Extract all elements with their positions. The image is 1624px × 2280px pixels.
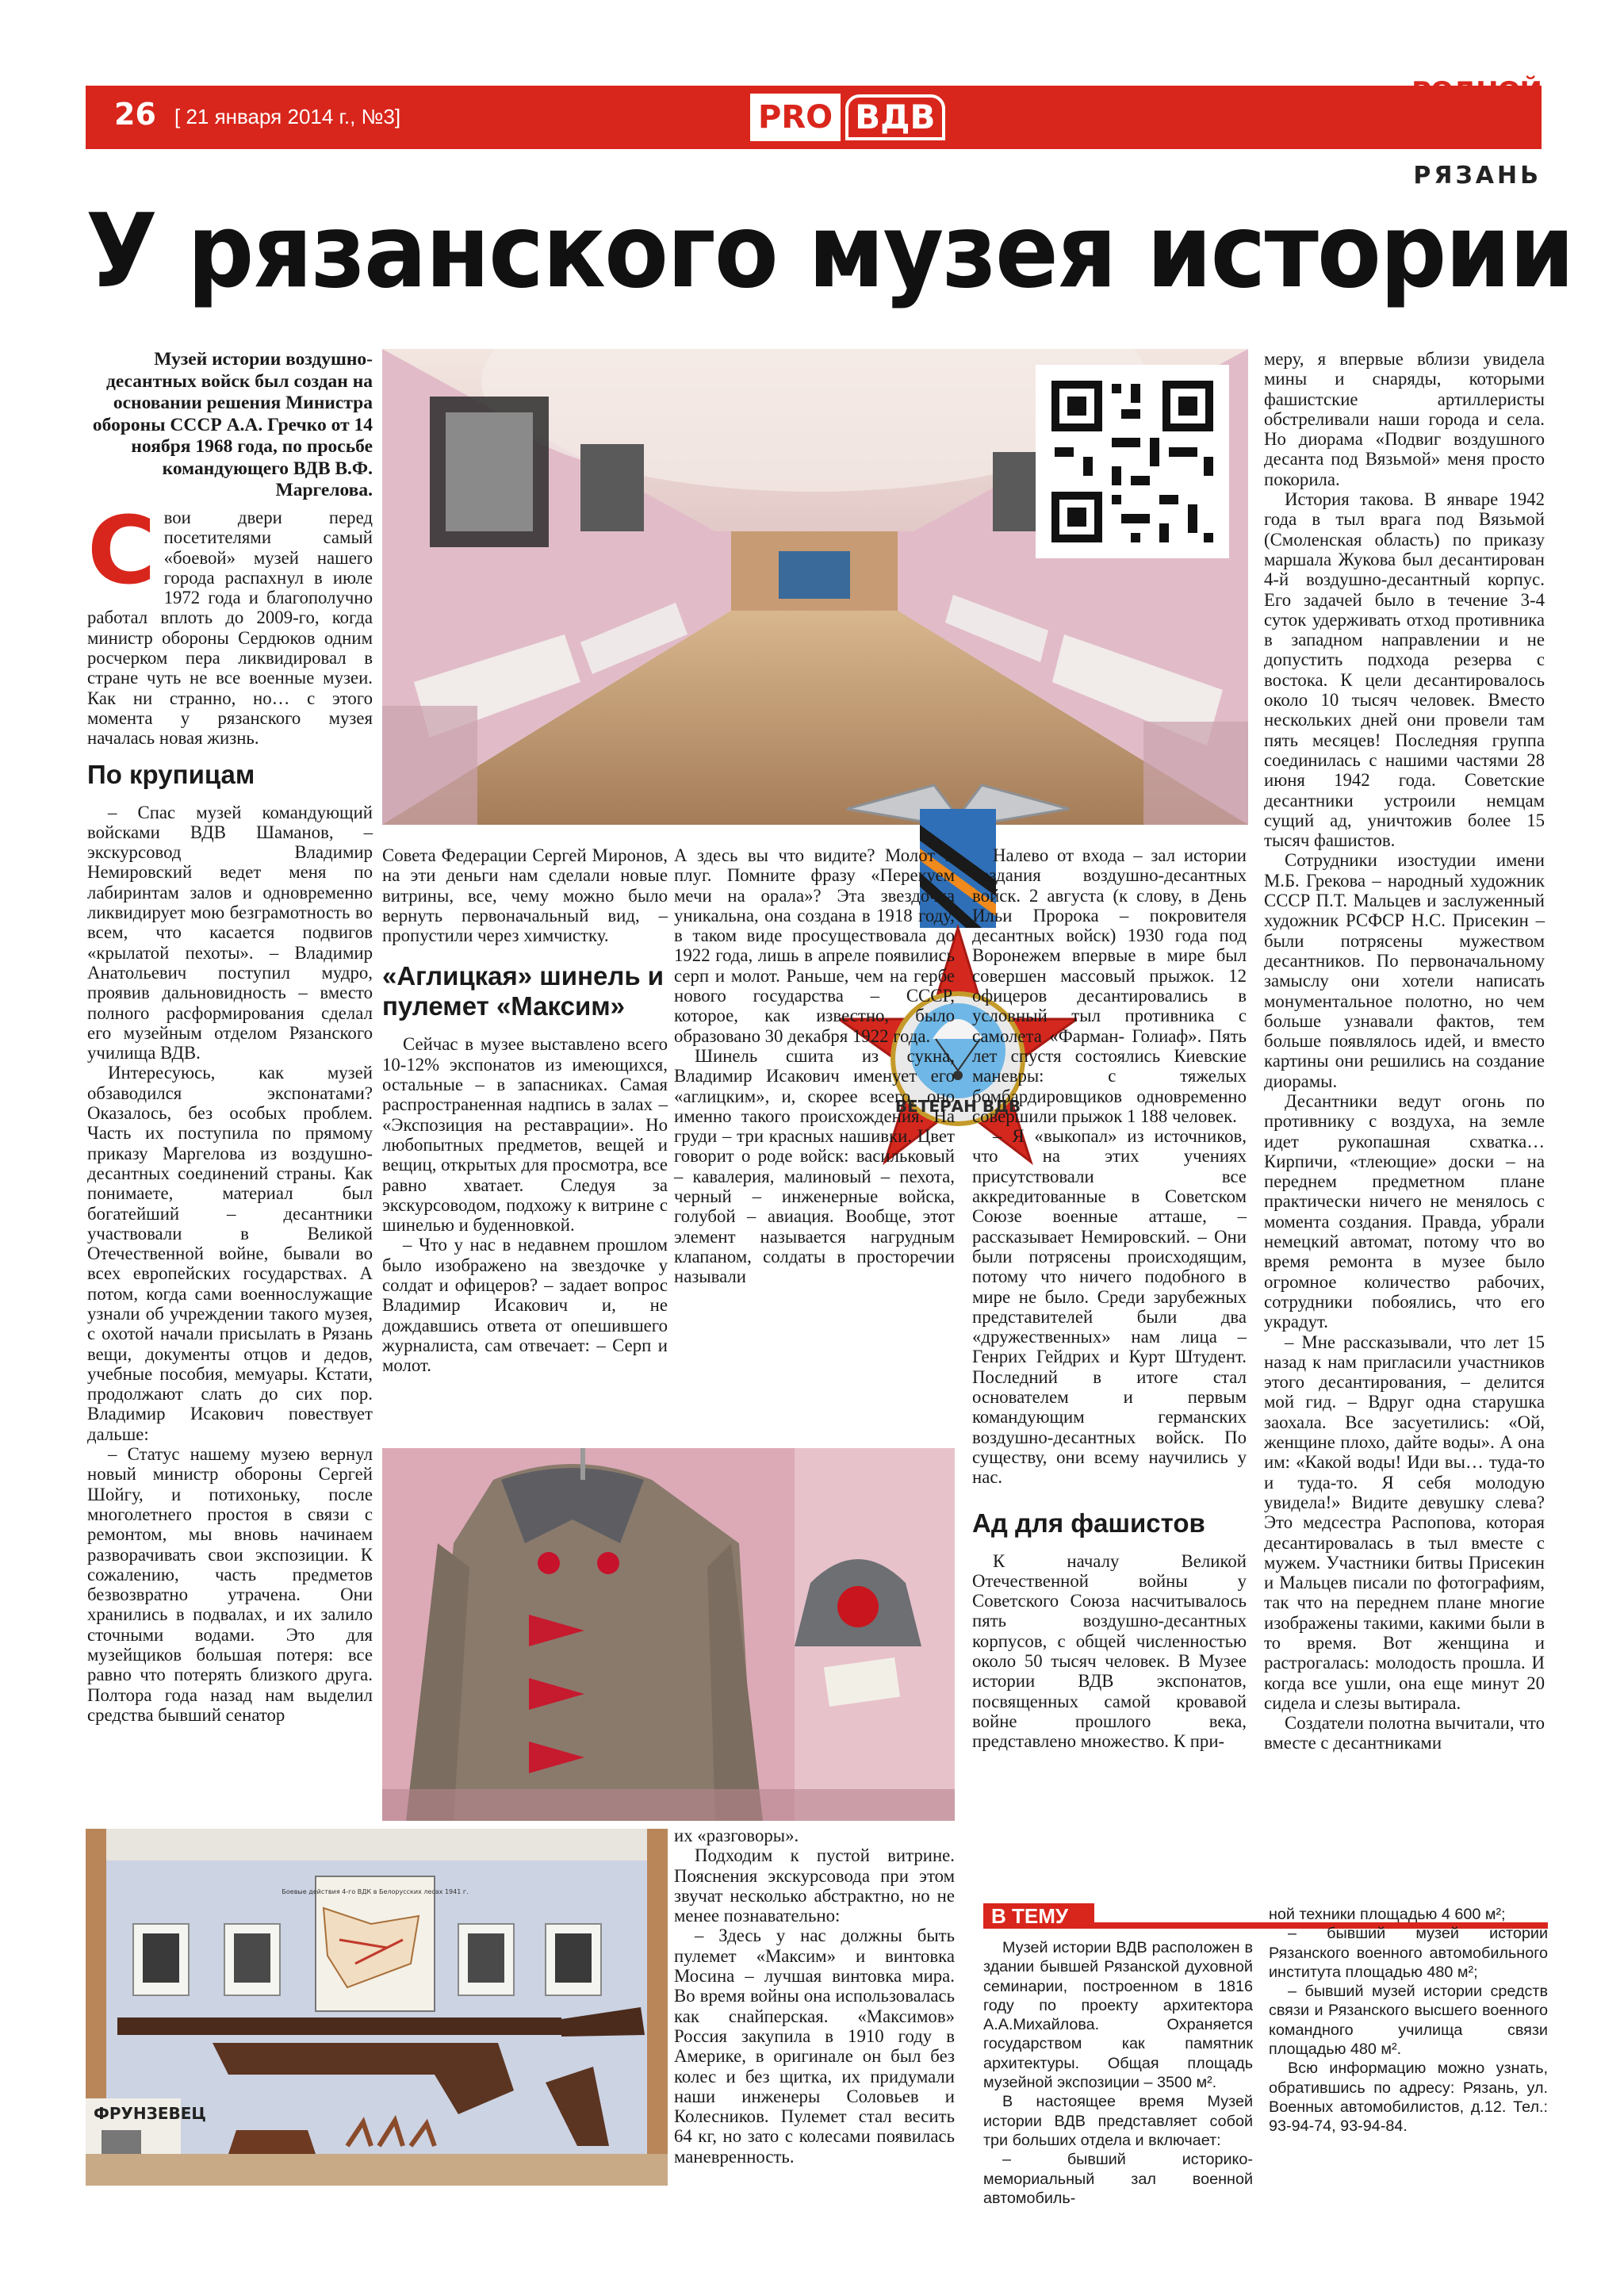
sidebar-paragraph: Музей истории ВДВ расположен в здании бывшей Рязанской духовной семинарии, построенном в 1816 году по проекту архитектора А.А.Михайлова. Охраняется государством как памятник архитектуры. Общая площадь музейной экспозиции – 3500 м². [983,1939,1253,2092]
column-5 [1264,349,1545,1753]
display-case-illustration [86,1829,668,2186]
sidebar-right-column [1269,1905,1548,2136]
col4-paragraph: – Я «выкопал» из источников, что на этих учениях присутствовали все аккредитованные в Советском Союзе военные атташе, – рассказывает Немировский. – Они были потрясены происходящим, потому что ничего подобного в мире не было. Среди зарубежных представителей были два «дружественных» нам лица – Генрих Гейдрих и Курт Штудент. Последний в итоге стал основателем и первым командующим германских воздушно-десантных войск. По существу, они всему научились у нас. [972,1126,1247,1488]
col1-paragraph: Интересуюсь, как музей обзаводился экспонатами? Оказалось, без особых проблем. Часть их поступила по прямому приказу Маргелова из воздушно-десантных соединений страны. Как понимаете, материал был богатейший – десантники участвовали в Великой Отечественной войне, бывали во всех европейских государствах. А потом, когда сами военнослужащие узнали об учреждении такого музея, с охотой начали присылать в Рязань вещи, документы отцов и дедов, учебные пособия, мемуары. Кстати, продолжают слать до сих пор. Владимир Исакович повествует дальше: [87,1063,373,1444]
medal-caption: ВЕТЕРАН ВДВ [894,1097,1021,1116]
dropcap: С [87,496,156,605]
qr-code-icon [1036,365,1229,558]
column-3b [674,1826,955,2167]
newspaper-title: ФРУНЗЕВЕЦ [94,2104,206,2123]
article-lead: Музей истории воздушно-десантных войск был создан на основании решения Министра обороны СССР А.А. Гречко от 14 ноября 1968 года, по просьбе командующего ВДВ В.Ф. Маргелова. [92,349,373,500]
sidebar-tag: В ТЕМУ [983,1903,1094,1929]
col1-paragraph: – Статус нашему музею вернул новый министр обороны Сергей Шойгу, и потихоньку, после многолетнего простоя в связи с ремонтом, мы вновь начинаем разворачивать свои экспозиции. К сожалению, часть предметов безвозвратно утрачена. Они хранились в подвалах, и их залило сточными водами. Это для музейщиков большая потеря: все равно что потерять близкого друга. Полтора года назад нам выделил средства бывший сенатор [87,1444,373,1725]
sidebar-paragraph: – бывший историко-мемориальный зал военной автомобиль- [983,2151,1253,2207]
issue-date: [ 21 января 2014 г., №3] [174,105,401,128]
museum-hall-photo [382,349,1248,825]
col2-paragraph: Сейчас в музее выставлено всего 10-12% экспонатов из имеющихся, остальные – в запасниках. Самая распространенная надпись в залах – «Экспозиция на реставрации». Но любопытных предметов, вещей и вещиц, открытых для просмотра, все равно хватает. Следуя за экскурсоводом, подхожу к витрине с шинелью и буденновкой. [382,1034,668,1236]
display-case-photo [86,1829,668,2186]
logo-line-2: ГОРОД [1438,102,1542,133]
sidebar-paragraph: – бывший музей истории Рязанского военного автомобильного института площадью 480 м²; [1269,1925,1548,1981]
col3-paragraph: Шинель сшита из сукна, Владимир Исакович именует его «аглицким», и, скорее всего, оно именно такого происхождения. На груди – три красных нашивки. Цвет говорит о роде войск: васильковый – кавалерия, малиновый – пехота, черный – инженерные войска, голубой – авиация. Вообще, этот элемент называется нагрудным клапаном, солдаты в просторечии называли [674,1045,955,1287]
overcoat-illustration [382,1448,955,1821]
col4b-paragraph: К началу Великой Отечественной войны у Советского Союза насчитывалось пять воздушно-десантных корпусов, с общей численностью около 50 тысяч человек. В Музее истории ВДВ экспонатов, посвященных самой кровавой войне прошлого века, представлено множество. К при- [972,1550,1247,1752]
display-board-title: Боевые действия 4-го ВДК в Белорусских лесах 1941 г. [282,1888,469,1895]
column-2 [382,845,668,1376]
logo-line-1: РОДНОЙ [1411,76,1542,108]
sidebar-on-topic [983,1903,1548,2252]
col5-paragraph: – Мне рассказывали, что лет 15 назад к нам пригласили участников этого десантирования, – делится мой гид. – Вдруг одна старушка заохала. Все засуетились: «Ой, женщине плохо, дайте воды». А она им: «Какой воды! Иди вы… туда-то и туда-то. Я себя молодую увидела!» Видите девушку слева? Это медсестра Распопова, которая десантировалась в тыл вместе с мужем. Участники битвы Присекин и Мальцев писали по фотографиям, так что на переднем плане многие изображены такими, какими были в то время. Вот женщина и растрогалась: молодость прошла. И когда все ушли, она еще минут 20 сидела и слезы вытирала. [1264,1332,1545,1713]
col1-paragraph: – Спас музей командующий войсками ВДВ Шаманов, – экскурсовод Владимир Немировский ведет меня по лабиринтам залов и одновременно ликвидирует мою безграмотность во всем, что касается подвигов «крылатой пехоты». – Владимир Анатольевич поступил мудро, проявив дальновидность – вместо полного расформирования сделал его музейным отделом Рязанского училища ВДВ. [87,802,373,1063]
logo-city: РЯЗАНЬ [1413,162,1542,190]
col5-paragraph: меру, я впервые вблизи увидела мины и снаряды, которыми фашистские артиллеристы обстреливали наши города и села. Но диорама «Подвиг воздушного десанта под Вязьмой» меня просто покорила. [1264,349,1545,489]
sidebar-paragraph: – бывший музей истории средств связи и Рязанского высшего военного командного училища связи площадью 480 м². [1269,1983,1548,2059]
section-heading-1: По крупицам [87,759,255,789]
column-1 [87,496,373,1725]
col3b-paragraph: Подходим к пустой витрине. Пояснения экскурсовода при этом звучат несколько абстрактно, но не менее познавательно: [674,1845,955,1926]
article-headline: У рязанского музея истории [86,193,1573,311]
col2-paragraph: Совета Федерации Сергей Миронов, на эти деньги нам сделали новые витрины, все, чему можно было вернуть первоначальный вид, – пропустили через химчистку. [382,845,668,946]
col3b-paragraph: их «разговоры». [674,1826,799,1845]
intro-paragraph [87,496,373,749]
hall-illustration [382,349,1248,825]
rubric-pro-vdv [750,92,936,143]
col2-paragraph: – Что у нас в недавнем прошлом было изображено на звездочке у солдат и офицеров? – задает вопрос Владимир Исакович и, не дождавшись ответа от опешившего журналиста, сам отвечает: – Серп и молот. [382,1235,668,1376]
sidebar-paragraph: В настоящее время Музей истории ВДВ представляет собой три больших отдела и включает: [983,2093,1253,2149]
column-4 [972,845,1247,1751]
rubric-pro: PRO [750,94,841,141]
col5-paragraph: Сотрудники изостудии имени М.Б. Грекова – народный художник СССР П.Т. Мальцев и заслуженный художник РСФСР Н.С. Присекин – были потрясены мужеством десантников. По первоначальному замыслу они хотели написать монументальное полотно, но чем больше узнавали фактов, тем больше появлялось идей, и вместо картины они решились на создание диорамы. [1264,850,1545,1091]
section-heading-2: «Аглицкая» шинель и пулемет «Максим» [382,961,665,1021]
intro-text: вои двери перед посетителями самый «боевой» музей нашего города распахнул в июле 1972 года и благополучно работал вплоть до 2009-го, когда министр обороны Сердюков одним росчерком пера ликвидировал в стране чуть не все военные музеи. Как ни странно, но… с этого момента у рязанского музея началась новая жизнь. [87,508,373,749]
col5-paragraph: Десантники ведут огонь по противнику с воздуха, на земле идет рукопашная схватка… Кирпичи, «тлеющие» доски – на переднем предметном плане практически ничего не менялось с момента создания. Правда, убрали немецкий автомат, потому что во время ремонта в музее было огромное количество рабочих, сотрудники побоялись, что его украдут. [1264,1090,1545,1332]
rubric-vdv: ВДВ [845,94,944,140]
col3b-paragraph: – Здесь у нас должны быть пулемет «Максим» и винтовка Мосина – лучшая винтовка мира. Во время войны она использовалась как снайперская. «Максимов» Россия закупила в 1910 году в Америке, в оригинале он был без колес и без щитка, их придумали наши инженеры Соловьев и Колесников. Пулемет стал весить 64 кг, но зато с колесами появилась маневренность. [674,1926,955,2167]
column-3 [674,845,955,1287]
page-number: 26 [114,97,156,132]
sidebar-left-column [983,1938,1253,2208]
header-bar [86,86,1542,149]
overcoat-photo [382,1448,955,1821]
sidebar-paragraph: Всю информацию можно узнать, обратившись по адресу: Рязань, ул. Военных автомобилистов, д.12. Тел.: 93-94-74, 93-94-84. [1269,2060,1548,2136]
col5-paragraph: История такова. В январе 1942 года в тыл врага под Вязьмой (Смоленская область) по приказу маршала Жукова был десантирован 4-й воздушно-десантный корпус. Его задачей было в течение 3-4 суток удерживать отход противника в западном направлении и не допустить подхода резерва с востока. К цели десантировалось около 10 тысяч человек. Вместо нескольких дней они провели там пять месяцев! Последняя группа соединилась с нашими частями 28 июня 1942 года. Советские десантники устроили немцам сущий ад, уничтожив более 15 тысяч фашистов. [1264,489,1545,851]
newspaper-logo [1358,76,1542,190]
col3-paragraph: А здесь вы что видите? Молот и плуг. Помните фразу «Перекуем мечи на орала»? Эта звездочка уникальна, она создана в 1918 году, в таком виде просуществовала до 1922 года, лишь в апреле появились серп и молот. Раньше, чем на гербе нового государства – СССР, которое, как известно, было образовано 30 декабря 1922 года. [674,845,955,1046]
sidebar-paragraph: ной техники площадью 4 600 м²; [1269,1906,1506,1923]
col4-paragraph: Налево от входа – зал истории создания воздушно-десантных войск. 2 августа (к слову, в День Ильи Пророка – покровителя десантных войск) 1930 года под Воронежем впервые в мире был совершен массовый прыжок. 12 офицеров десантировались в условный тыл противника с самолета «Фарман- Голиаф». Пять лет спустя состоялись Киевские маневры: с тяжелых бомбардировщиков одновременно совершили прыжок 1 188 человек. [972,845,1247,1126]
col5-paragraph: Создатели полотна вычитали, что вместе с десантниками [1264,1713,1545,1753]
section-heading-3: Ад для фашистов [972,1508,1205,1538]
